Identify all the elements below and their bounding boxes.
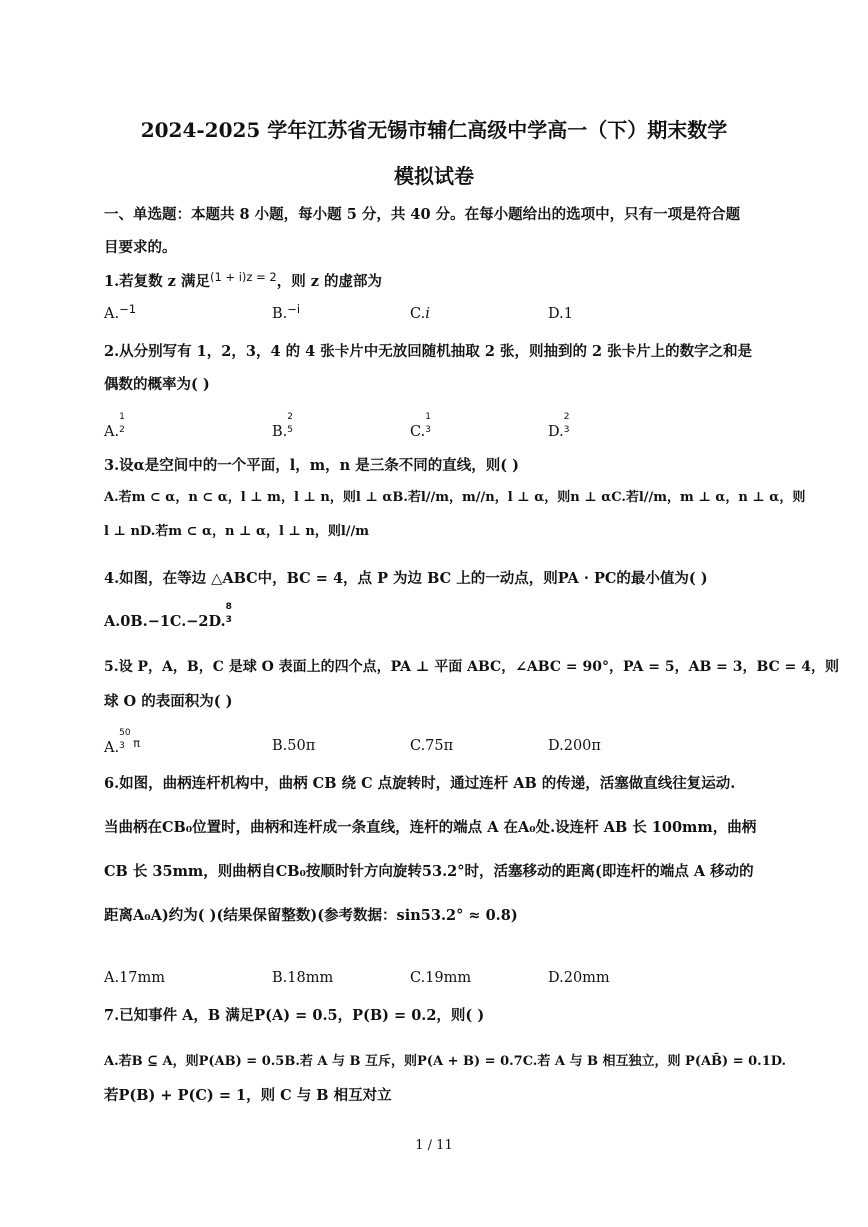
q1-option-a bbox=[104, 302, 137, 322]
q4-d-num: 8 bbox=[225, 602, 232, 612]
q6-option-d: D.20mm bbox=[548, 970, 610, 986]
q3-line3: l ⊥ nD.若m ⊂ α，n ⊥ α，l ⊥ n，则l//m bbox=[104, 524, 370, 539]
q1-stem-formula: (1 + i)z = 2 bbox=[209, 270, 277, 284]
q2-option-a-fraction bbox=[119, 412, 129, 442]
q2-c-num: 1 bbox=[425, 412, 431, 422]
q7-line2: A.若B ⊆ A，则P(AB) = 0.5B.若 A 与 B 互斥，则P(A + B) = 0.7C.若 A 与 B 相互独立，则 P(AB̄) = 0.1D. bbox=[104, 1054, 787, 1069]
q2-option-b-label: B. bbox=[272, 424, 288, 440]
q7-line1: 7.已知事件 A，B 满足P(A) = 0.5，P(B) = 0.2，则( ) bbox=[104, 1007, 485, 1024]
q1-option-c-value: i bbox=[425, 306, 430, 322]
q7-line3: 若P(B) + P(C) = 1，则 C 与 B 相互对立 bbox=[104, 1087, 392, 1104]
q5-a-num: 50 bbox=[119, 728, 131, 738]
q1-option-a-label: A. bbox=[104, 306, 120, 322]
q2-option-c-label: C. bbox=[410, 424, 426, 440]
q1-stem-b: ，则 z 的虚部为 bbox=[276, 273, 383, 290]
q4-d-den: 3 bbox=[225, 615, 232, 625]
q2-option-b-fraction bbox=[287, 412, 297, 442]
q5-option-b: B.50π bbox=[272, 738, 316, 754]
exam-title-line2: 模拟试卷 bbox=[394, 164, 474, 188]
q2-option-d-fraction bbox=[563, 412, 574, 442]
q2-option-d-label: D. bbox=[548, 424, 564, 440]
q2-option-d bbox=[548, 412, 574, 442]
q5-option-a-label: A. bbox=[104, 740, 120, 756]
q5-option-a bbox=[104, 728, 141, 758]
q3-line2: A.若m ⊂ α，n ⊂ α，l ⊥ m，l ⊥ n，则l ⊥ αB.若l//m，m//n，l ⊥ α，则n ⊥ αC.若l//m，m ⊥ α，n ⊥ α，则 bbox=[104, 490, 806, 505]
q6-option-b: B.18mm bbox=[272, 970, 334, 986]
q1-stem bbox=[104, 270, 382, 291]
q2-d-den: 3 bbox=[563, 425, 570, 435]
q1-option-b-value: −i bbox=[287, 302, 301, 316]
q5-a-den: 3 bbox=[119, 741, 125, 751]
q1-option-b-label: B. bbox=[272, 306, 288, 322]
q2-line2: 偶数的概率为( ) bbox=[104, 376, 210, 393]
q1-option-c bbox=[410, 306, 430, 322]
page-number: 1 / 11 bbox=[415, 1138, 453, 1153]
q6-line3: CB 长 35mm，则曲柄自CB₀按顺时针方向旋转53.2°时，活塞移动的距离(即连杆的端点 A 移动的 bbox=[104, 863, 754, 880]
q5-line2: 球 O 的表面积为( ) bbox=[104, 693, 233, 710]
q6-option-a: A.17mm bbox=[104, 970, 166, 986]
q2-option-a-label: A. bbox=[104, 424, 120, 440]
q2-a-den: 2 bbox=[119, 425, 125, 435]
q4-line1: 4.如图，在等边 △ABC中，BC = 4，点 P 为边 BC 上的一动点，则PA · PC的最小值为( ) bbox=[104, 570, 708, 587]
q6-line1: 6.如图，曲柄连杆机构中，曲柄 CB 绕 C 点旋转时，通过连杆 AB 的传递，活塞做直线往复运动. bbox=[104, 775, 736, 792]
q5-a-fraction bbox=[119, 728, 133, 758]
q2-c-den: 3 bbox=[425, 425, 431, 435]
section-header-line2: 目要求的。 bbox=[104, 239, 177, 256]
q3-line1: 3.设α是空间中的一个平面，l，m，n 是三条不同的直线，则( ) bbox=[104, 457, 520, 474]
q2-option-c bbox=[410, 412, 435, 442]
q1-stem-a: 1.若复数 z 满足 bbox=[104, 273, 210, 290]
q1-option-c-label: C. bbox=[410, 306, 426, 322]
q6-line4: 距离A₀A)约为( )(结果保留整数)(参考数据：sin53.2° ≈ 0.8) bbox=[104, 907, 518, 924]
q2-option-a bbox=[104, 412, 129, 442]
q2-option-c-fraction bbox=[425, 412, 435, 442]
exam-title-line1: 2024-2025 学年江苏省无锡市辅仁高级中学高一（下）期末数学 bbox=[140, 118, 728, 142]
q2-a-num: 1 bbox=[119, 412, 125, 422]
q2-d-num: 2 bbox=[563, 412, 570, 422]
q4-line2 bbox=[104, 602, 240, 632]
q6-option-c: C.19mm bbox=[410, 970, 472, 986]
q1-option-d: D.1 bbox=[548, 306, 573, 322]
q5-a-pi: π bbox=[133, 736, 141, 750]
q6-line2: 当曲柄在CB₀位置时，曲柄和连杆成一条直线，连杆的端点 A 在A₀处.设连杆 AB 长 100mm，曲柄 bbox=[104, 819, 757, 836]
q2-option-b bbox=[272, 412, 297, 442]
q2-line1: 2.从分别写有 1，2，3，4 的 4 张卡片中无放回随机抽取 2 张，则抽到的 2 张卡片上的数字之和是 bbox=[104, 343, 753, 360]
q1-option-b bbox=[272, 302, 301, 322]
q4-options: A.0B.−1C.−2D. bbox=[104, 613, 226, 630]
q4-d-fraction bbox=[225, 602, 240, 632]
q1-option-a-value: −1 bbox=[119, 302, 137, 316]
q2-b-den: 5 bbox=[287, 425, 293, 435]
q2-b-num: 2 bbox=[287, 412, 293, 422]
q5-option-d: D.200π bbox=[548, 738, 601, 754]
section-header-line1: 一、单选题：本题共 8 小题，每小题 5 分，共 40 分。在每小题给出的选项中，只有一项是符合题 bbox=[104, 206, 741, 223]
q5-option-c: C.75π bbox=[410, 738, 454, 754]
q5-line1: 5.设 P，A，B，C 是球 O 表面上的四个点，PA ⊥ 平面 ABC，∠ABC = 90°，PA = 5，AB = 3，BC = 4，则 bbox=[104, 659, 839, 675]
